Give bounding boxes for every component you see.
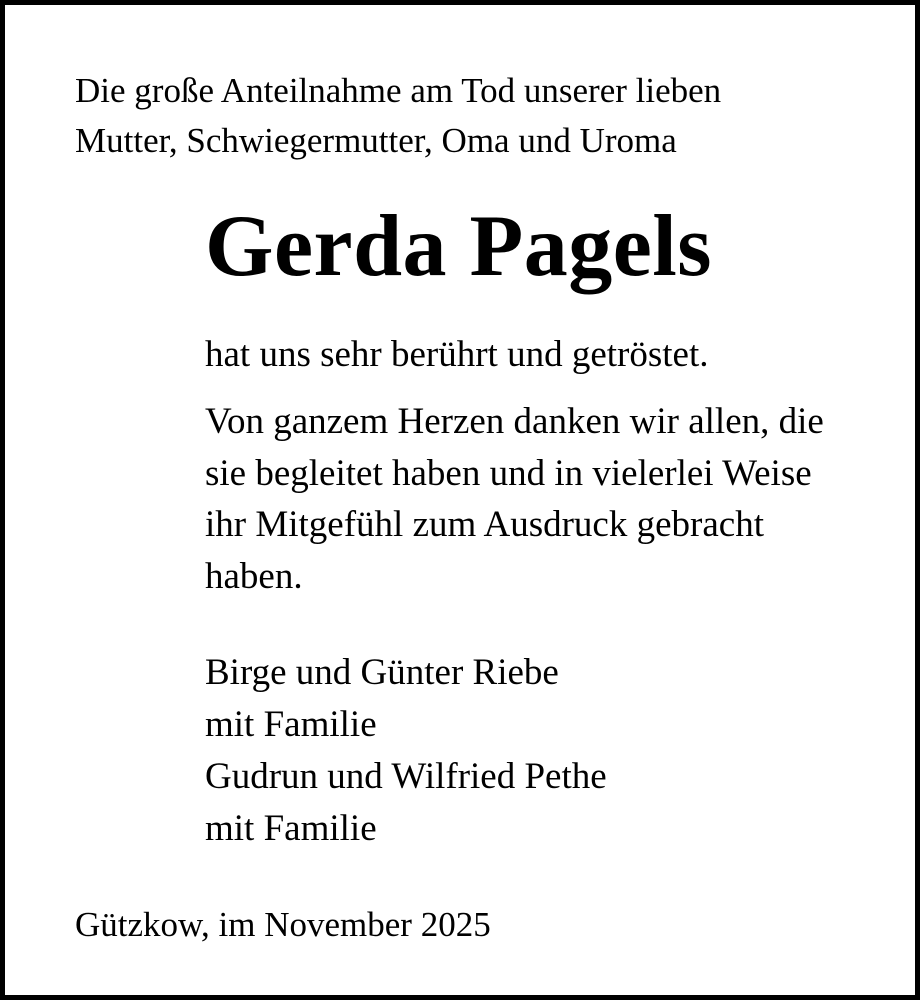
thanks-line-4: haben. [205,556,303,597]
signatory-line: mit Familie [205,808,377,849]
deceased-name: Gerda Pagels [205,198,713,295]
intro-line-2: Mutter, Schwiegermutter, Oma und Uroma [75,121,677,160]
signatory-line: mit Familie [205,704,377,745]
thanks-line-2: sie begleitet haben und in vielerlei Weise [205,453,812,494]
intro-line-1: Die große Anteilnahme am Tod unserer lieben [75,71,722,110]
signatory-line: Gudrun und Wilfried Pethe [205,756,607,797]
signatory-line: Birge und Günter Riebe [205,652,559,693]
thanks-line-1: Von ganzem Herzen danken wir allen, die [205,401,824,442]
place-date: Gützkow, im November 2025 [75,905,491,944]
touched-line: hat uns sehr berührt und getröstet. [205,334,709,375]
thanks-line-3: ihr Mitgefühl zum Ausdruck gebracht [205,504,764,545]
